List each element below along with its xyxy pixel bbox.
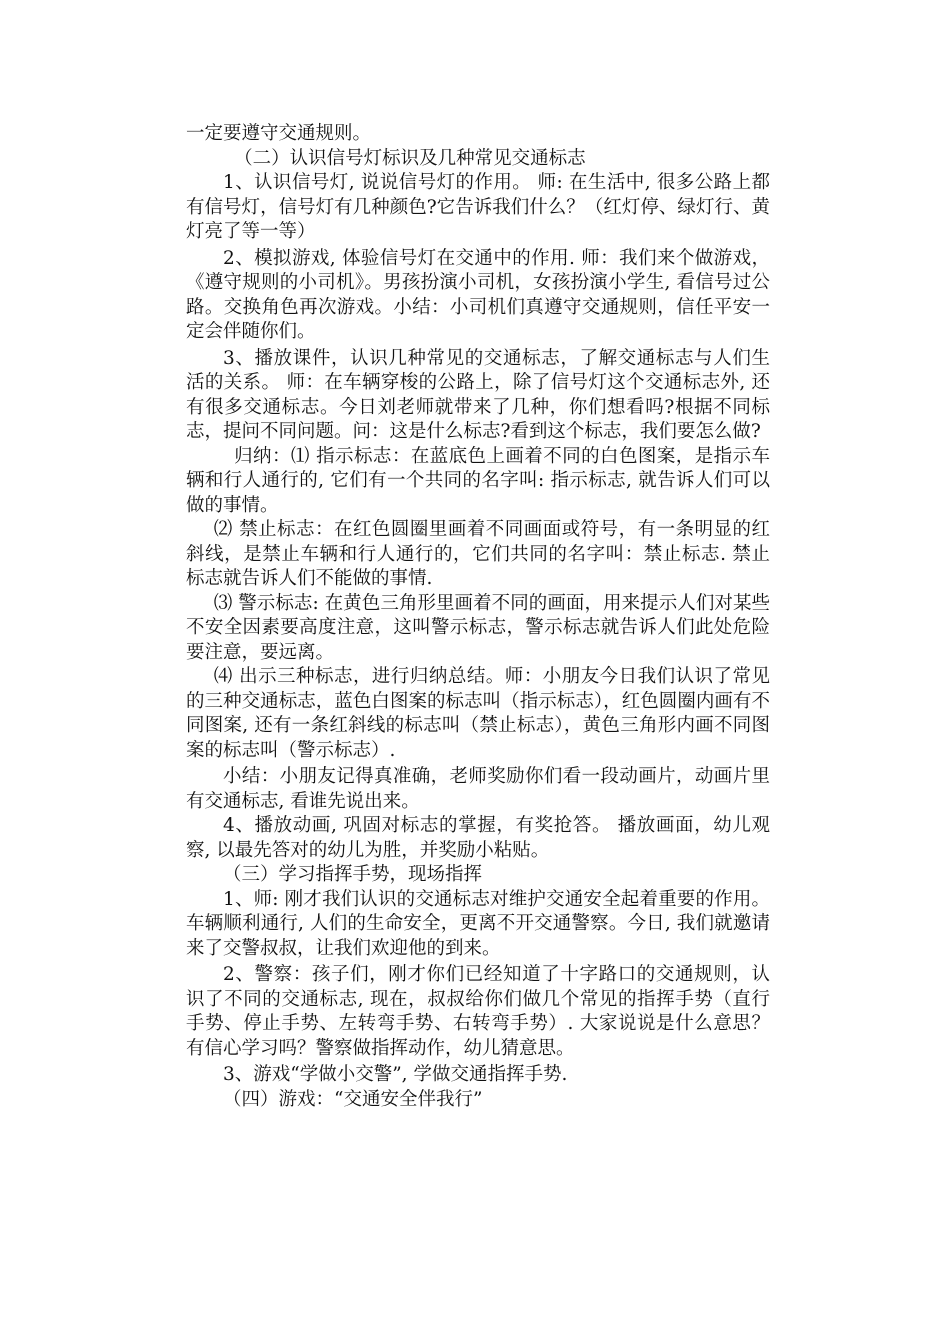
paragraph-prohibitive: ⑵ 禁止标志：在红色圆圈里画着不同画面或符号，有一条明显的红斜线，是禁止车辆和行人通行的，它们共同的名字叫：禁止标志. 禁止标志就告诉人们不能做的事情.: [186, 519, 770, 589]
paragraph-police-gestures: 2、警察：孩子们，刚才你们已经知道了十字路口的交通规则，认识了不同的交通标志, 现在，叔叔给你们做几个常见的指挥手势（直行手势、停止手势、左转弯手势、右转弯手势）. 大家说说是什么意思？有信心学习吗？警察做指挥动作，幼儿猜意思。: [186, 964, 770, 1059]
section-heading-4: （四）游戏：“交通安全伴我行”: [223, 1088, 483, 1110]
paragraph-animation: 4、播放动画, 巩固对标志的掌握，有奖抢答。 播放画面，幼儿观察, 以最先答对的幼儿为胜，并奖励小粘贴。: [186, 815, 770, 861]
paragraph-simulation-game: 2、模拟游戏, 体验信号灯在交通中的作用. 师：我们来个做游戏，《遵守规则的小司机》。男孩扮演小司机，女孩扮演小学生, 看信号过公路。交换角色再次游戏。小结：小司机们真遵守交通规则，信任平安一定会伴随你们。: [186, 247, 770, 342]
paragraph-traffic-light: 1、认识信号灯, 说说信号灯的作用。 师: 在生活中, 很多公路上都有信号灯，信号灯有几种颜色?它告诉我们什么？（红灯停、绿灯行、黄灯亮了等一等）: [186, 172, 770, 242]
paragraph-mini-summary: 小结：小朋友记得真准确，老师奖励你们看一段动画片，动画片里有交通标志, 看谁先说出来。: [186, 766, 770, 812]
document-body: [186, 122, 770, 1112]
paragraph-continuation: 一定要遵守交通规则。: [186, 123, 372, 144]
paragraph-little-traffic-police: 3、游戏“学做小交警”, 学做交通指挥手势.: [223, 1064, 568, 1085]
paragraph-three-signs: ⑷ 出示三种标志，进行归纳总结。师：小朋友今日我们认识了常见的三种交通标志，蓝色白图案的标志叫（指示标志），红色圆圈内画有不同图案, 还有一条红斜线的标志叫（禁止标志），黄色三角形内画不同图案的标志叫（警示标志）.: [186, 666, 770, 761]
paragraph-warning: ⑶ 警示标志: 在黄色三角形里画着不同的画面，用来提示人们对某些不安全因素要高度注意，这叫警示标志，警示标志就告诉人们此处危险要注意，要远离。: [186, 592, 770, 663]
section-heading-3: （三）学习指挥手势，现场指挥: [223, 864, 483, 885]
paragraph-courseware: 3、播放课件，认识几种常见的交通标志，了解交通标志与人们生活的关系。 师：在车辆穿梭的公路上，除了信号灯这个交通标志外, 还有很多交通标志。今日刘老师就带来了几种，你们想看吗?根据不同标志，提问不同问题。问：这是什么标志?看到这个标志，我们要怎么做?: [186, 347, 770, 442]
section-heading-2: （二）认识信号灯标识及几种常见交通标志: [234, 147, 586, 169]
paragraph-summary-indicative: 归纳：⑴ 指示标志：在蓝底色上画着不同的白色图案，是指示车辆和行人通行的, 它们有一个共同的名字叫: 指示标志, 就告诉人们可以做的事情。: [186, 445, 770, 516]
paragraph-teacher-police: 1、师: 刚才我们认识的交通标志对维护交通安全起着重要的作用。车辆顺利通行, 人们的生命安全，更离不开交通警察。今日, 我们就邀请来了交警叔叔，让我们欢迎他的到来。: [186, 888, 770, 959]
